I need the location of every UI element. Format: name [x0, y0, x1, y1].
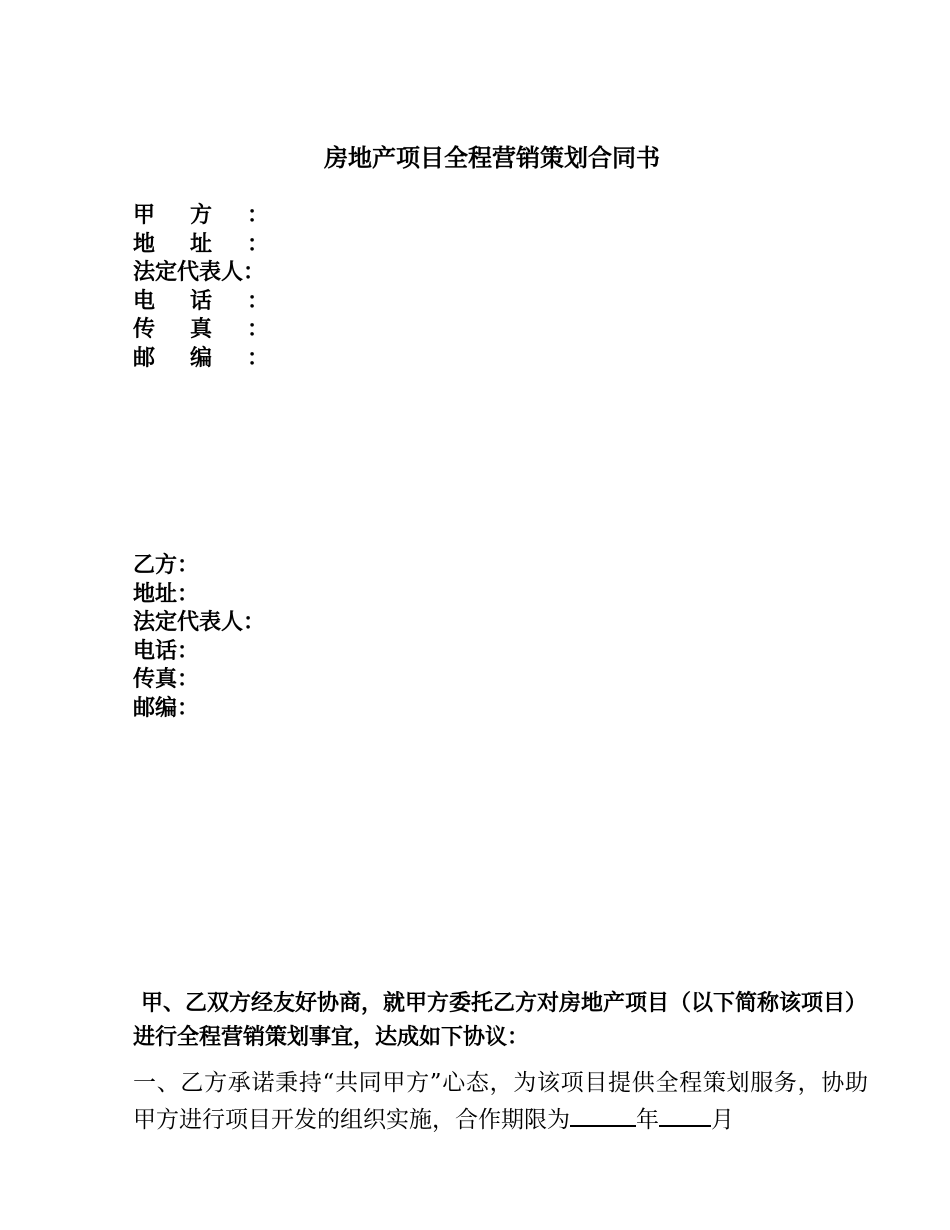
agreement-intro-paragraph: 甲、乙双方经友好协商，就甲方委托乙方对房地产项目（以下简称该项目）进行全程营销策划事宜，达成如下协议： — [133, 991, 857, 1050]
clause-1-paragraph — [133, 1065, 868, 1138]
party-a-fax-label: 传真： — [133, 317, 269, 343]
party-a-name-label: 甲方： — [133, 203, 269, 228]
party-b-postcode-row — [133, 695, 533, 724]
party-a-representative-label: 法定代表人： — [133, 260, 266, 286]
party-a-postcode-row — [133, 345, 533, 374]
party-b-address-label: 地址： — [133, 581, 200, 607]
party-b-representative-label: 法定代表人： — [133, 610, 266, 636]
party-b-postcode-label: 邮编： — [133, 695, 200, 721]
party-a-phone-row — [133, 288, 533, 317]
party-b-info-block — [133, 552, 533, 724]
party-a-representative-row — [133, 259, 533, 288]
party-a-address-label: 地址： — [133, 231, 269, 257]
party-b-phone-label: 电话： — [133, 638, 200, 664]
party-b-fax-label: 传真： — [133, 667, 200, 693]
party-a-postcode-label: 邮编： — [133, 345, 269, 371]
party-a-address-row — [133, 231, 533, 260]
clause-1-text: 一、乙方承诺秉持“共同甲方”心态，为该项目提供全程策划服务，协助甲方进行项目开发的组织实施，合作期限为 — [133, 1070, 868, 1133]
party-a-fax-row — [133, 316, 533, 345]
month-unit-label: 月 — [711, 1107, 734, 1133]
page-title: 房地产项目全程营销策划合同书 — [324, 144, 660, 172]
party-b-fax-row — [133, 666, 533, 695]
party-a-phone-label: 电话： — [133, 288, 269, 314]
year-unit-label: 年 — [636, 1107, 659, 1133]
party-b-name-row — [133, 552, 533, 581]
party-b-name-label: 乙方： — [133, 553, 200, 578]
party-b-address-row — [133, 581, 533, 610]
term-years-blank — [570, 1101, 636, 1127]
term-months-blank — [659, 1101, 711, 1127]
party-b-representative-row — [133, 609, 533, 638]
party-a-name-row — [133, 202, 533, 231]
party-b-phone-row — [133, 638, 533, 667]
party-a-info-block — [133, 202, 533, 374]
